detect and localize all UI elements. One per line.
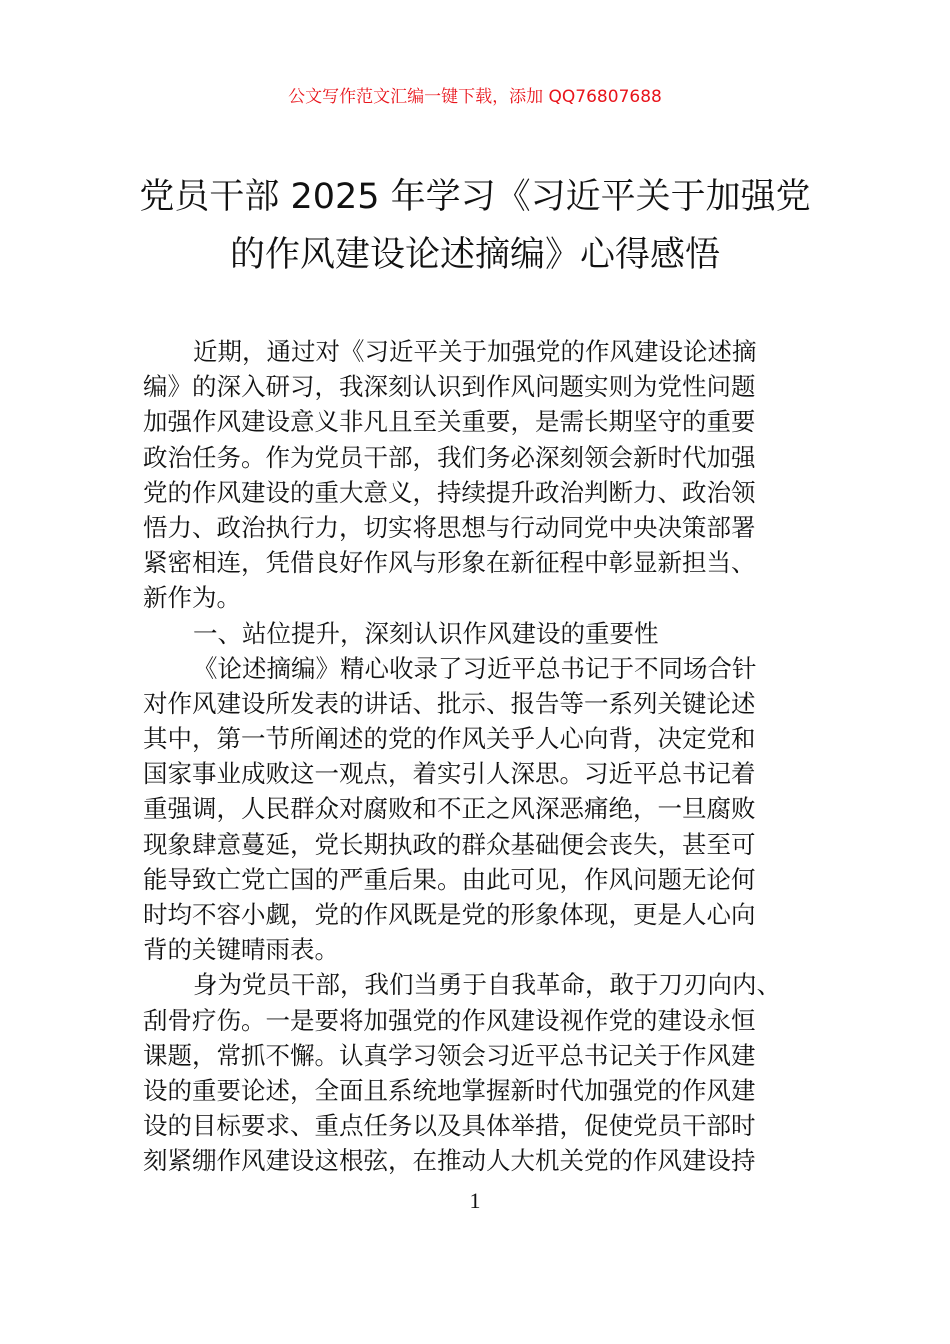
paragraph-intro-line: 党的作风建设的重大意义，持续提升政治判断力、政治领 [143,477,756,507]
paragraph-section1-line: 对作风建设所发表的讲话、批示、报告等一系列关键论述 [143,688,756,718]
paragraph-section1-line: 时均不容小觑，党的作风既是党的形象体现，更是人心向 [143,900,756,929]
paragraph-section2-line: 身为党员干部，我们当勇于自我革命，敢于刀刃向内、 [193,970,781,1000]
paragraph-section2-line: 刮骨疗伤。一是要将加强党的作风建设视作党的建设永恒 [143,1005,756,1035]
paragraph-intro-line: 新作为。 [143,583,241,613]
paragraph-intro-line: 紧密相连，凭借良好作风与形象在新征程中彰显新担当、 [143,548,756,578]
paragraph-intro-line: 政治任务。作为党员干部，我们务必深刻领会新时代加强 [143,442,756,472]
page-number: 1 [469,1188,481,1213]
paragraph-section1-line: 其中，第一节所阐述的党的作风关乎人心向背，决定党和 [143,724,756,754]
document-body [143,334,813,1179]
paragraph-section2-line: 设的重要论述，全面且系统地掌握新时代加强党的作风建 [143,1075,756,1105]
paragraph-section1-line: 现象肆意蔓延，党长期执政的群众基础便会丧失，甚至可 [143,829,756,859]
paragraph-intro-line: 近期，通过对《习近平关于加强党的作风建设论述摘 [193,337,757,366]
document-title [0,168,950,284]
paragraph-intro-line: 悟力、政治执行力，切实将思想与行动同党中央决策部署 [143,512,756,542]
paragraph-intro-line: 加强作风建设意义非凡且至关重要，是需长期坚守的重要 [143,407,756,437]
section-heading-1: 一、站位提升，深刻认识作风建设的重要性 [193,618,659,648]
paragraph-section2-line: 课题，常抓不懈。认真学习领会习近平总书记关于作风建 [143,1040,756,1070]
paragraph-section2-line: 刻紧绷作风建设这根弦，在推动人大机关党的作风建设持 [143,1146,756,1176]
title-line: 的作风建设论述摘编》心得感悟 [229,235,720,275]
title-line: 党员干部 2025 年学习《习近平关于加强党 [139,177,811,217]
paragraph-section2-line: 设的目标要求、重点任务以及具体举措，促使党员干部时 [143,1111,756,1141]
paragraph-section1-line: 《论述摘编》精心收录了习近平总书记于不同场合针 [193,653,757,683]
paragraph-section1-line: 背的关键晴雨表。 [143,935,339,965]
paragraph-section1-line: 能导致亡党亡国的严重后果。由此可见，作风问题无论何 [143,864,756,894]
paragraph-section1-line: 重强调，人民群众对腐败和不正之风深恶痛绝，一旦腐败 [143,794,756,824]
download-promo-note: 公文写作范文汇编一键下载，添加 QQ76807688 [288,87,662,107]
paragraph-intro-line: 编》的深入研习，我深刻认识到作风问题实则为党性问题 [143,372,756,402]
paragraph-section1-line: 国家事业成败这一观点，着实引人深思。习近平总书记着 [143,759,756,789]
